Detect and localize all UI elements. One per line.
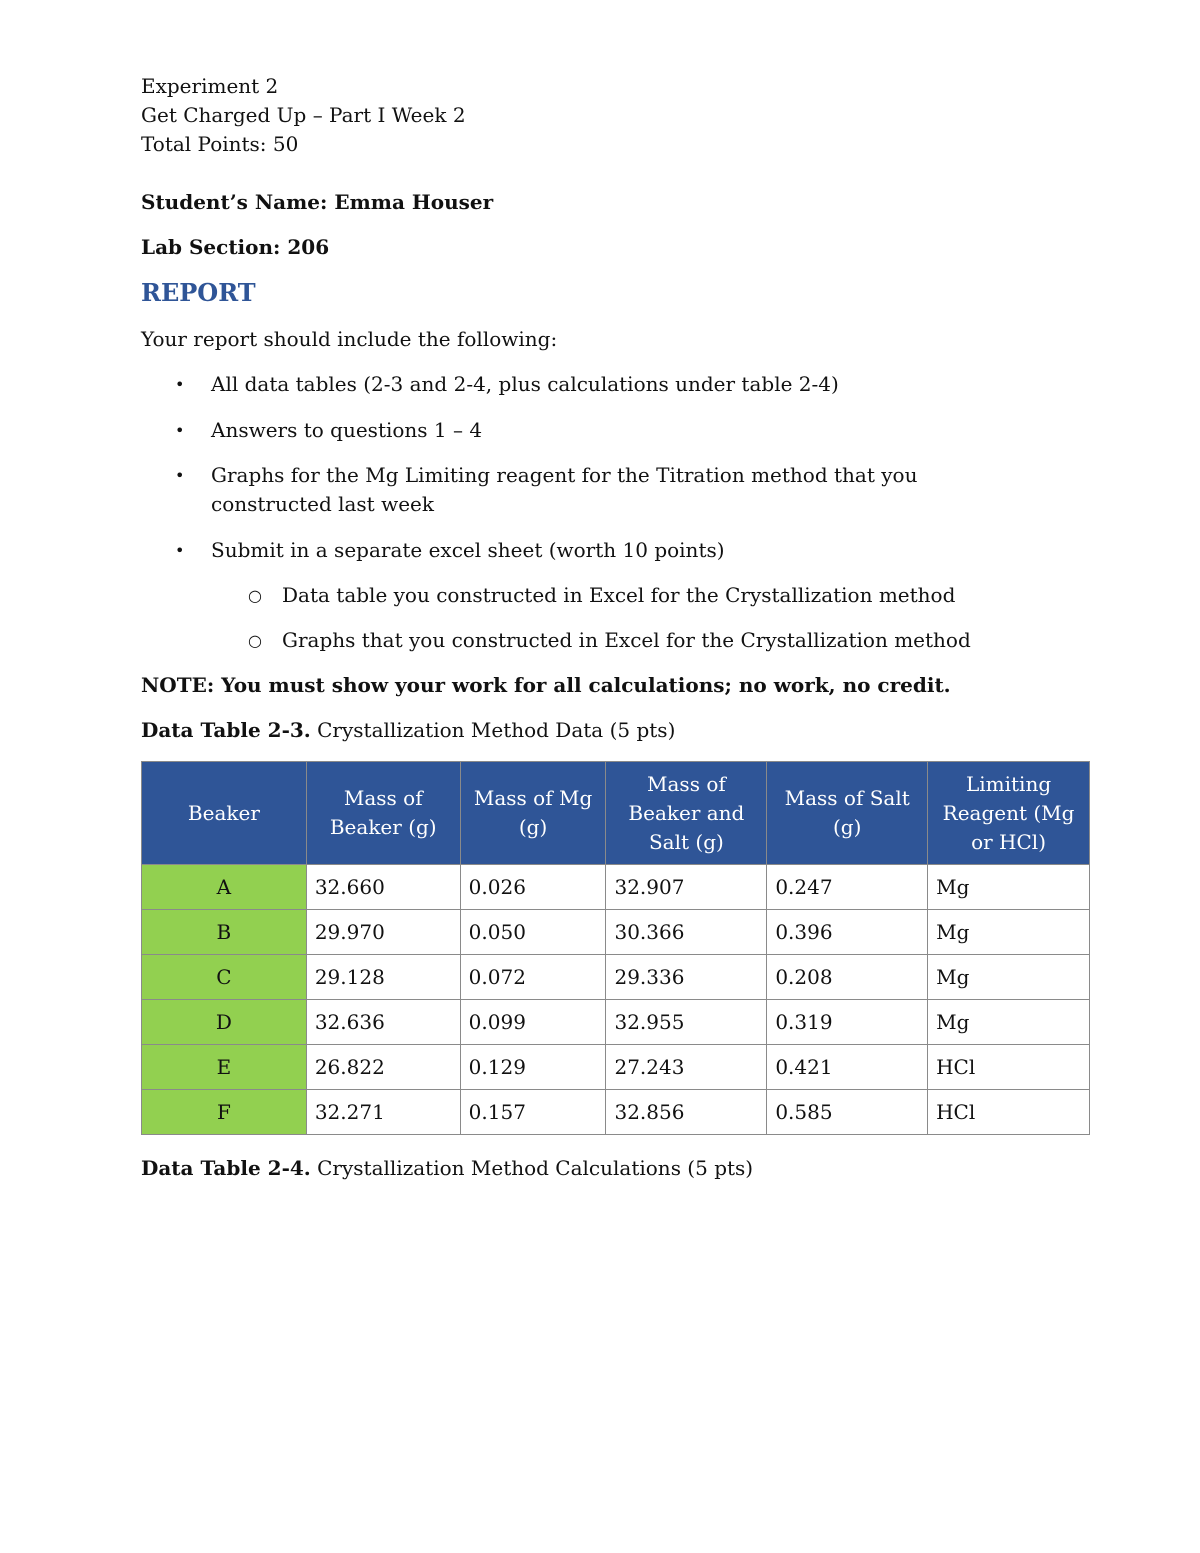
caption-text: Crystallization Method Data (5 pts) (310, 718, 676, 742)
caption-label: Data Table 2-3. (141, 718, 311, 742)
crystallization-data-table (141, 761, 1090, 1135)
caption-label: Data Table 2-4. (141, 1156, 311, 1180)
caption-text: Crystallization Method Calculations (5 pts) (310, 1156, 754, 1180)
circle-bullet-icon: ○ (248, 586, 262, 605)
beaker-cell: C (142, 955, 307, 1000)
table-cell: 0.026 (460, 865, 606, 910)
table-cell: 27.243 (606, 1045, 767, 1090)
note-text: NOTE: You must show your work for all calculations; no work, no credit. (141, 673, 951, 697)
table-cell: 0.208 (767, 955, 928, 1000)
table-cell: 32.271 (306, 1090, 460, 1135)
table-cell: HCl (928, 1090, 1090, 1135)
list-item-text: Answers to questions 1 – 4 (211, 418, 483, 442)
table-cell: 0.157 (460, 1090, 606, 1135)
table-cell: HCl (928, 1045, 1090, 1090)
column-header: Mass of Salt (g) (767, 762, 928, 865)
table-cell: 0.247 (767, 865, 928, 910)
table-row (142, 910, 1090, 955)
table-2-4-caption (141, 1156, 753, 1180)
experiment-title: Experiment 2 (141, 74, 279, 98)
table-cell: 0.099 (460, 1000, 606, 1045)
column-header: Limiting Reagent (Mg or HCl) (928, 762, 1090, 865)
bullet-icon: • (175, 421, 185, 440)
list-item-text: Submit in a separate excel sheet (worth 10 points) (211, 538, 725, 562)
table-cell: 32.955 (606, 1000, 767, 1045)
table-cell: Mg (928, 910, 1090, 955)
beaker-cell: E (142, 1045, 307, 1090)
table-row (142, 1045, 1090, 1090)
table-cell: 0.421 (767, 1045, 928, 1090)
table-cell: 30.366 (606, 910, 767, 955)
table-cell: Mg (928, 865, 1090, 910)
bullet-icon: • (175, 541, 185, 560)
table-row (142, 865, 1090, 910)
column-header: Mass of Beaker and Salt (g) (606, 762, 767, 865)
table-cell: 26.822 (306, 1045, 460, 1090)
report-intro: Your report should include the following: (141, 327, 558, 351)
experiment-subtitle: Get Charged Up – Part I Week 2 (141, 103, 466, 127)
sub-list-item-text: Data table you constructed in Excel for the Crystallization method (282, 583, 956, 607)
column-header: Mass of Beaker (g) (306, 762, 460, 865)
table-cell: 0.585 (767, 1090, 928, 1135)
beaker-cell: F (142, 1090, 307, 1135)
beaker-cell: A (142, 865, 307, 910)
table-cell: Mg (928, 1000, 1090, 1045)
total-points: Total Points: 50 (141, 132, 299, 156)
beaker-cell: D (142, 1000, 307, 1045)
table-2-3-caption (141, 718, 675, 742)
column-header: Mass of Mg (g) (460, 762, 606, 865)
table-cell: Mg (928, 955, 1090, 1000)
list-item-text: All data tables (2-3 and 2-4, plus calculations under table 2-4) (211, 372, 839, 396)
table-cell: 29.970 (306, 910, 460, 955)
column-header: Beaker (142, 762, 307, 865)
table-cell: 29.128 (306, 955, 460, 1000)
table-cell: 32.907 (606, 865, 767, 910)
table-cell: 29.336 (606, 955, 767, 1000)
circle-bullet-icon: ○ (248, 631, 262, 650)
table-header-row (142, 762, 1090, 865)
table-cell: 32.856 (606, 1090, 767, 1135)
table-cell: 0.319 (767, 1000, 928, 1045)
student-name: Student’s Name: Emma Houser (141, 190, 494, 214)
sub-list-item-text: Graphs that you constructed in Excel for the Crystallization method (282, 628, 971, 652)
table-cell: 32.660 (306, 865, 460, 910)
table-cell: 0.050 (460, 910, 606, 955)
bullet-icon: • (175, 375, 185, 394)
report-heading: REPORT (141, 278, 256, 307)
table-cell: 0.129 (460, 1045, 606, 1090)
table-row (142, 1090, 1090, 1135)
table-cell: 32.636 (306, 1000, 460, 1045)
beaker-cell: B (142, 910, 307, 955)
table-cell: 0.072 (460, 955, 606, 1000)
list-item-text: Graphs for the Mg Limiting reagent for the Titration method that you constructed last week (211, 463, 918, 516)
table-row (142, 955, 1090, 1000)
table-cell: 0.396 (767, 910, 928, 955)
table-row (142, 1000, 1090, 1045)
bullet-icon: • (175, 466, 185, 485)
lab-section: Lab Section: 206 (141, 235, 330, 259)
